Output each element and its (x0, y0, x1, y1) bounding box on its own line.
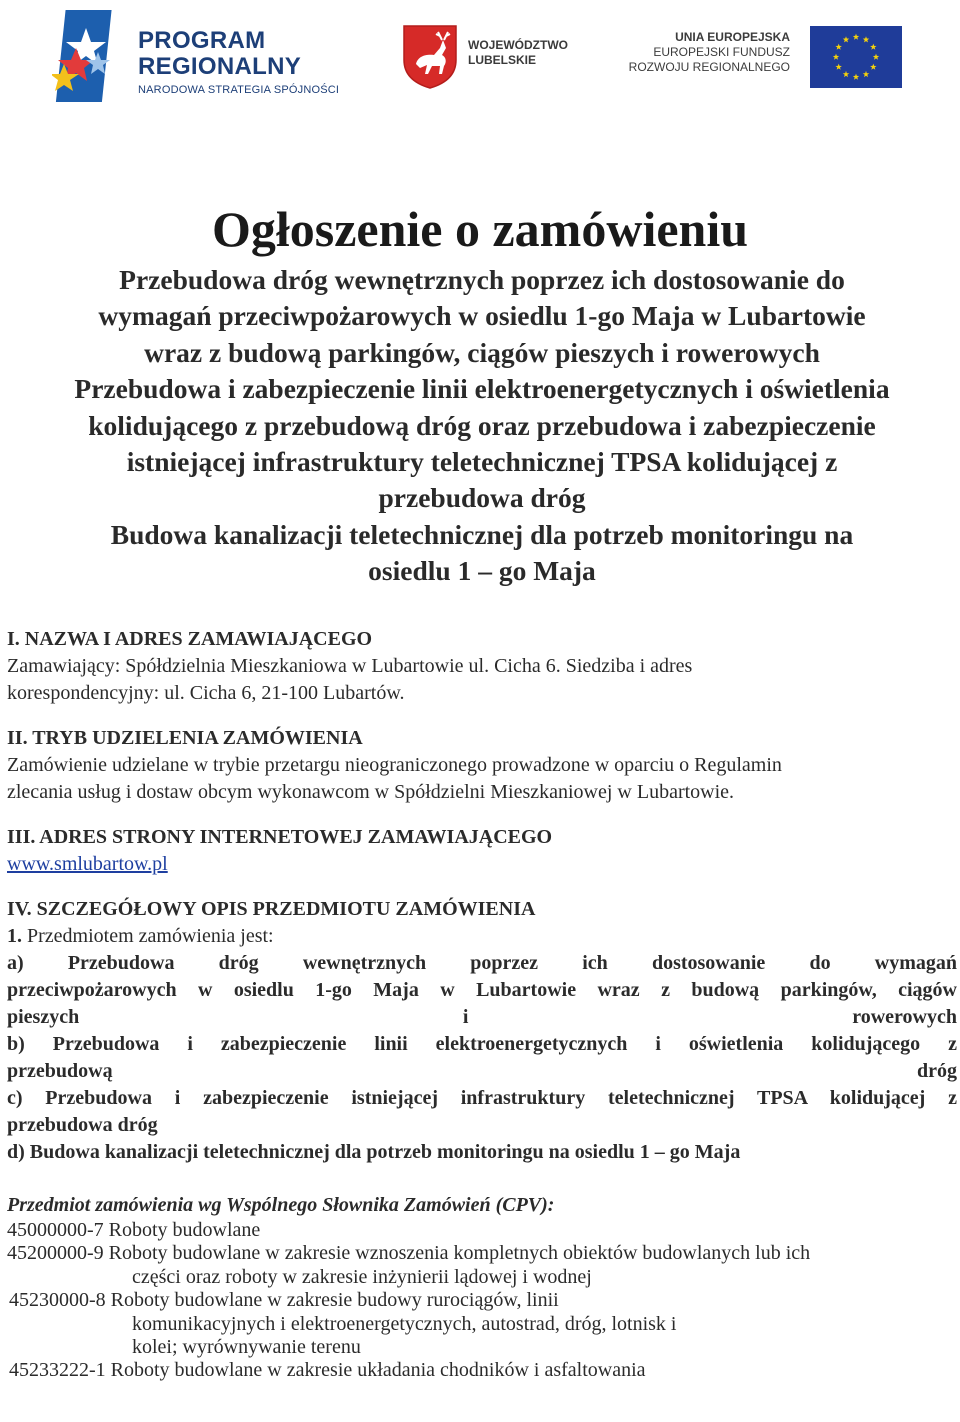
program-title-line2: REGIONALNY (138, 53, 302, 80)
subtitle-line: istniejącej infrastruktury teletechnicznej TPSA kolidującej z (126, 446, 838, 478)
item-b-line: b) Przebudowa i zabezpieczenie linii elektroenergetycznych i oświetlenia kolidującego z (7, 1033, 957, 1055)
item-a-line: pieszych i rowerowych (7, 1006, 957, 1028)
item-c-line: c) Przebudowa i zabezpieczenie istniejącej infrastruktury teletechnicznej TPSA kolidującej z (7, 1087, 957, 1109)
cpv-item: 45230000-8 Roboty budowlane w zakresie budowy rurociągów, linii (9, 1289, 559, 1312)
item-number: 1. (7, 925, 22, 947)
item-d-line: d) Budowa kanalizacji teletechnicznej dla potrzeb monitoringu na osiedlu 1 – go Maja (7, 1141, 741, 1163)
item-a-line: a) Przebudowa dróg wewnętrznych poprzez ich dostosowanie do wymagań (7, 952, 957, 974)
website-link[interactable]: www.smlubartow.pl (7, 853, 168, 875)
subtitle-line: Budowa kanalizacji teletechnicznej dla potrzeb monitoringu na (110, 518, 854, 550)
wojewodztwo-lubelskie-logo (402, 24, 592, 94)
lubelskie-line1: WOJEWÓDZTWO (468, 38, 568, 52)
eu-line3: ROZWOJU REGIONALNEGO (628, 60, 790, 74)
subtitle-line: wraz z budową parkingów, ciągów pieszych i rowerowych (144, 336, 820, 368)
subtitle-line: kolidującego z przebudową dróg oraz przebudowa i zabezpieczenie (88, 409, 876, 441)
eu-fund-logo (612, 24, 902, 90)
cpv-list (7, 1219, 957, 1383)
item-c-line: przebudowa dróg (7, 1114, 158, 1136)
logo-header (0, 0, 960, 120)
eu-flag-icon (810, 26, 902, 88)
subtitle-line: przebudowa dróg (378, 482, 586, 514)
section-text: Zamówienie udzielane w trybie przetargu nieograniczonego prowadzone w oparciu o Regulamin (7, 754, 782, 776)
subtitle-line: wymagań przeciwpożarowych w osiedlu 1-go Maja w Lubartowie (98, 300, 866, 332)
lubelskie-line2: LUBELSKIE (468, 53, 537, 67)
document-body (7, 626, 957, 1383)
subtitle-line: osiedlu 1 – go Maja (368, 555, 596, 587)
item-b-line: przebudową dróg (7, 1060, 957, 1082)
section-heading: I. NAZWA I ADRES ZAMAWIAJĄCEGO (7, 628, 373, 650)
lubelskie-text (468, 38, 568, 68)
program-regionalny-logo (52, 6, 372, 106)
cpv-item: 45000000-7 Roboty budowlane (7, 1219, 261, 1241)
section-heading: IV. SZCZEGÓŁOWY OPIS PRZEDMIOTU ZAMÓWIENIA (7, 898, 536, 920)
section-procedure-type (7, 725, 957, 806)
item-a-line: przeciwpożarowych w osiedlu 1-go Maja w Lubartowie wraz z budową parkingów, ciągów (7, 979, 957, 1001)
section-website (7, 824, 957, 878)
eu-text (629, 30, 790, 75)
section-text: Zamawiający: Spółdzielnia Mieszkaniowa w Lubartowie ul. Cicha 6. Siedziba i adres (7, 655, 693, 677)
section-heading: II. TRYB UDZIELENIA ZAMÓWIENIA (7, 727, 363, 749)
section-subject-description (7, 896, 957, 1383)
eu-line2: EUROPEJSKI FUNDUSZ (653, 45, 790, 59)
cpv-item: 45233222-1 Roboty budowlane w zakresie układania chodników i asfaltowania (9, 1359, 646, 1382)
program-subtitle: NARODOWA STRATEGIA SPÓJNOŚCI (138, 84, 340, 96)
cpv-heading: Przedmiot zamówienia wg Wspólnego Słownika Zamówień (CPV): (7, 1194, 555, 1216)
cpv-item-continuation: komunikacyjnych i elektroenergetycznych, autostrad, dróg, lotnisk i (132, 1312, 677, 1335)
page-title: Ogłoszenie o zamówieniu (211, 201, 749, 257)
document-subtitle (10, 262, 954, 590)
item-intro (7, 923, 957, 950)
section-text: zlecania usług i dostaw obcym wykonawcom w Spółdzielni Mieszkaniowej w Lubartowie. (7, 781, 735, 803)
item-text: Przedmiotem zamówienia jest: (27, 925, 274, 947)
cpv-item: 45200000-9 Roboty budowlane w zakresie wznoszenia kompletnych obiektów budowlanych lub ich (7, 1242, 811, 1265)
section-text: korespondencyjny: ul. Cicha 6, 21-100 Lubartów. (7, 682, 405, 704)
section-contracting-authority (7, 626, 957, 707)
subtitle-line: Przebudowa dróg wewnętrznych poprzez ich dostosowanie do (119, 264, 845, 295)
cpv-item-continuation: części oraz roboty w zakresie inżynierii lądowej i wodnej (132, 1265, 592, 1288)
section-heading: III. ADRES STRONY INTERNETOWEJ ZAMAWIAJĄCEGO (7, 826, 553, 848)
cpv-item-continuation: kolei; wyrównywanie terenu (132, 1336, 361, 1359)
program-title-line1: PROGRAM (138, 27, 266, 54)
program-title (138, 28, 301, 80)
lubelskie-coat-of-arms-icon (402, 24, 458, 90)
program-stars-icon (52, 6, 132, 106)
eu-line1: UNIA EUROPEJSKA (675, 30, 790, 44)
subtitle-line: Przebudowa i zabezpieczenie linii elektroenergetycznych i oświetlenia (74, 373, 890, 405)
